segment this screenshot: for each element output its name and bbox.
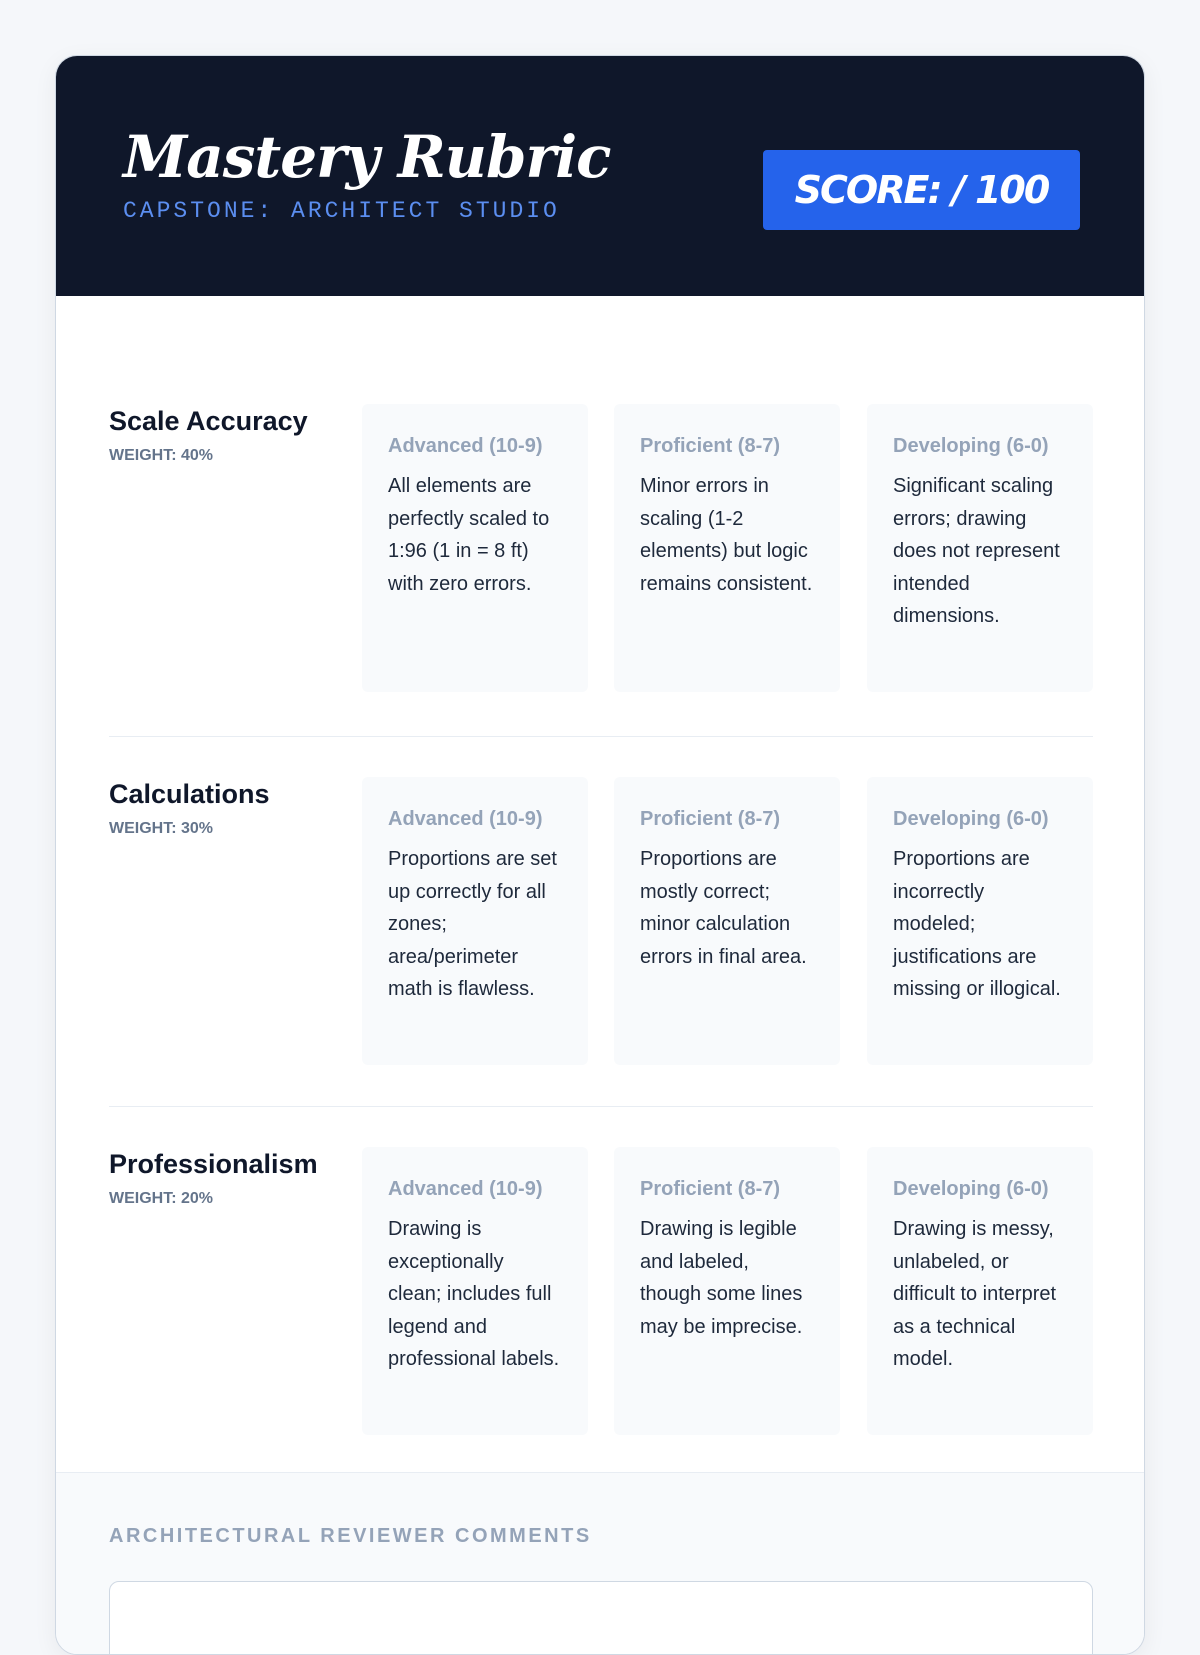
level-description: Minor errors in scaling (1-2 elements) but logic remains consistent. — [640, 475, 813, 595]
criterion-row — [109, 1107, 1093, 1477]
criterion-levels — [362, 404, 1093, 692]
level-card-developing — [867, 404, 1093, 692]
criterion-info — [109, 1147, 349, 1209]
criterion-row — [109, 350, 1093, 737]
level-title: Developing (6-0) — [893, 808, 1049, 830]
level-title: Advanced (10-9) — [388, 808, 543, 830]
page-subtitle: CAPSTONE: ARCHITECT STUDIO — [123, 198, 560, 224]
level-description: Proportions are incorrectly modeled; justifications are missing or illogical. — [893, 848, 1061, 1000]
level-description: All elements are perfectly scaled to 1:96 (1 in = 8 ft) with zero errors. — [388, 475, 550, 595]
criterion-name: Calculations — [109, 779, 270, 809]
criterion-info — [109, 404, 349, 466]
level-card-advanced — [362, 1147, 588, 1435]
level-description: Proportions are mostly correct; minor calculation errors in final area. — [640, 848, 807, 968]
criterion-levels — [362, 777, 1093, 1065]
level-description: Significant scaling errors; drawing does not represent intended dimensions. — [893, 475, 1060, 627]
level-title: Proficient (8-7) — [640, 808, 781, 830]
level-title: Advanced (10-9) — [388, 435, 543, 457]
rubric-header — [56, 56, 1144, 296]
criterion-name: Professionalism — [109, 1149, 318, 1179]
criterion-row — [109, 737, 1093, 1107]
criterion-levels — [362, 1147, 1093, 1435]
level-card-advanced — [362, 777, 588, 1065]
level-description: Drawing is exceptionally clean; includes full legend and professional labels. — [388, 1218, 560, 1370]
level-title: Advanced (10-9) — [388, 1178, 543, 1200]
criterion-weight: WEIGHT: 30% — [109, 820, 214, 837]
level-title: Proficient (8-7) — [640, 1178, 781, 1200]
criterion-info — [109, 777, 349, 839]
criteria-list — [109, 350, 1093, 1477]
level-description: Drawing is legible and labeled, though some lines may be imprecise. — [640, 1218, 803, 1338]
level-description: Proportions are set up correctly for all zones; area/perimeter math is flawless. — [388, 848, 557, 1000]
level-title: Developing (6-0) — [893, 1178, 1049, 1200]
level-description: Drawing is messy, unlabeled, or difficult to interpret as a technical model. — [893, 1218, 1057, 1370]
page-title: Mastery Rubric — [123, 123, 611, 191]
comments-section — [56, 1472, 1144, 1655]
criterion-weight: WEIGHT: 40% — [109, 447, 214, 464]
criterion-name: Scale Accuracy — [109, 406, 308, 436]
rubric-card — [55, 55, 1145, 1655]
level-title: Developing (6-0) — [893, 435, 1049, 457]
comments-textarea[interactable] — [109, 1581, 1093, 1655]
score-badge: SCORE: / 100 — [763, 150, 1080, 230]
level-card-proficient — [614, 1147, 840, 1435]
level-card-developing — [867, 1147, 1093, 1435]
comments-label: ARCHITECTURAL REVIEWER COMMENTS — [109, 1525, 592, 1547]
criterion-weight: WEIGHT: 20% — [109, 1190, 214, 1207]
level-card-developing — [867, 777, 1093, 1065]
level-card-proficient — [614, 404, 840, 692]
level-title: Proficient (8-7) — [640, 435, 781, 457]
level-card-advanced — [362, 404, 588, 692]
level-card-proficient — [614, 777, 840, 1065]
